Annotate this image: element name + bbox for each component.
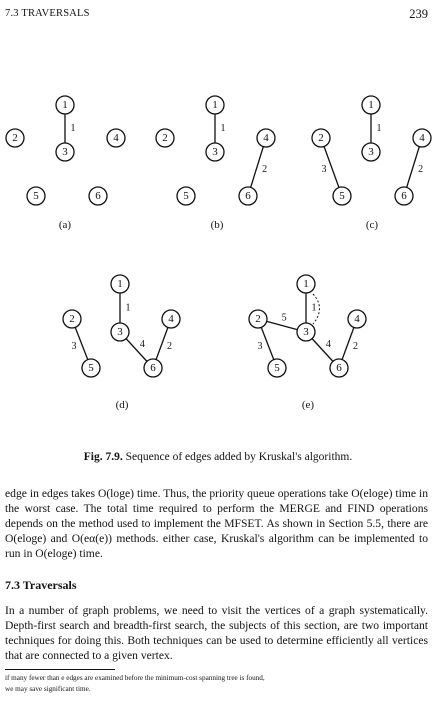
section-heading: 7.3 Traversals: [5, 578, 77, 592]
running-header-section: 7.3 TRAVERSALS: [5, 8, 90, 19]
graph-node-label: 2: [318, 132, 324, 144]
edge-weight-label: 2: [262, 163, 268, 175]
body-paragraph-2: In a number of graph problems, we need to visit the vertices of a graph systematically. Depth-first search and breadth-first search, the subjects of this section, are two important techniques for doing this. Both techniques can be used to determine efficiently all vertices that are connected to a given vertex.: [5, 604, 428, 662]
graph-node-label: 2: [162, 132, 168, 144]
edge-weight-label: 3: [321, 164, 327, 176]
kruskal-figure: [0, 80, 436, 420]
footnote: [5, 673, 431, 695]
graph-node-label: 2: [255, 313, 261, 325]
edge-weight-label: 2: [353, 340, 359, 352]
graph-node-label: 5: [33, 190, 39, 202]
graph-node-label: 4: [113, 132, 119, 144]
graph-node-label: 6: [401, 190, 407, 202]
figure-caption-label: Fig. 7.9.: [83, 451, 123, 463]
graph-node-label: 5: [183, 190, 189, 202]
figure-caption-text: Sequence of edges added by Kruskal's algorithm.: [125, 451, 353, 463]
graph-node-label: 1: [212, 99, 218, 111]
edge-weight-label: 2: [418, 163, 424, 175]
graph-panel-label: (b): [210, 219, 224, 231]
footnote-line-1: if many fewer than e edges are examined before the minimum-cost spanning tree is found,: [5, 674, 265, 682]
graph-node-label: 4: [168, 313, 174, 325]
graph-node-label: 5: [274, 362, 280, 374]
graph-node-label: 3: [368, 146, 374, 158]
graph-node-label: 6: [150, 362, 156, 374]
edge-weight-label: 5: [281, 312, 287, 324]
footnote-rule: [5, 669, 115, 670]
graph-node-label: 4: [419, 132, 425, 144]
graph-node-label: 2: [69, 313, 75, 325]
edge-weight-label: 4: [325, 339, 331, 351]
running-header: [5, 8, 431, 24]
graph-panel-label: (a): [58, 219, 72, 231]
edge-weight-label: 1: [70, 123, 76, 134]
graph-node-label: 1: [117, 278, 123, 290]
graph-node-label: 1: [62, 99, 68, 111]
graph-node-label: 6: [245, 190, 251, 202]
graph-node-label: 6: [336, 362, 342, 374]
graph-node-label: 3: [212, 146, 218, 158]
edge-weight-label: 1: [125, 302, 131, 314]
edge-weight-label: 4: [139, 339, 145, 351]
graph-panel-label: (d): [115, 399, 129, 411]
page-number: 239: [409, 7, 428, 21]
edge-weight-label: 3: [257, 340, 263, 352]
graph-panel-3: [312, 96, 431, 205]
graph-panel-4: [63, 275, 180, 377]
edge-weight-label: 2: [167, 340, 173, 352]
edge-weight-label: 3: [71, 340, 77, 352]
edge-weight-label: 1: [311, 302, 317, 314]
graph-panel-5: [249, 275, 366, 377]
graph-panel-2: [156, 96, 275, 205]
footnote-line-2: we may save significant time.: [5, 685, 91, 693]
graph-node-label: 5: [88, 362, 94, 374]
graph-panel-label: (e): [301, 399, 315, 411]
graph-node-label: 3: [62, 146, 68, 158]
graph-panel-1: [6, 96, 125, 205]
body-paragraph-1: edge in edges takes O(loge) time. Thus, the priority queue operations take O(eloge) time in the worst case. The total time required to perform the MERGE and FIND operations depends on the method used to implement the MFSET. As shown in Section 5.5, there are O(eloge) and O(eα(e)) methods. either case, Kruskal's algorithm can be implemented to run in O(eloge) time.: [5, 487, 428, 560]
graph-node-label: 1: [368, 99, 374, 111]
graph-node-label: 5: [339, 190, 345, 202]
edge-weight-label: 1: [220, 123, 226, 134]
graph-node-label: 1: [303, 278, 309, 290]
graph-node-label: 3: [117, 326, 123, 338]
graph-node-label: 2: [12, 132, 18, 144]
figure-caption: [0, 451, 436, 463]
graph-node-label: 4: [354, 313, 360, 325]
graph-node-label: 4: [263, 132, 269, 144]
graph-node-label: 6: [95, 190, 101, 202]
graph-node-label: 3: [303, 326, 309, 338]
graph-panel-label: (c): [365, 219, 379, 231]
edge-weight-label: 1: [376, 123, 382, 134]
